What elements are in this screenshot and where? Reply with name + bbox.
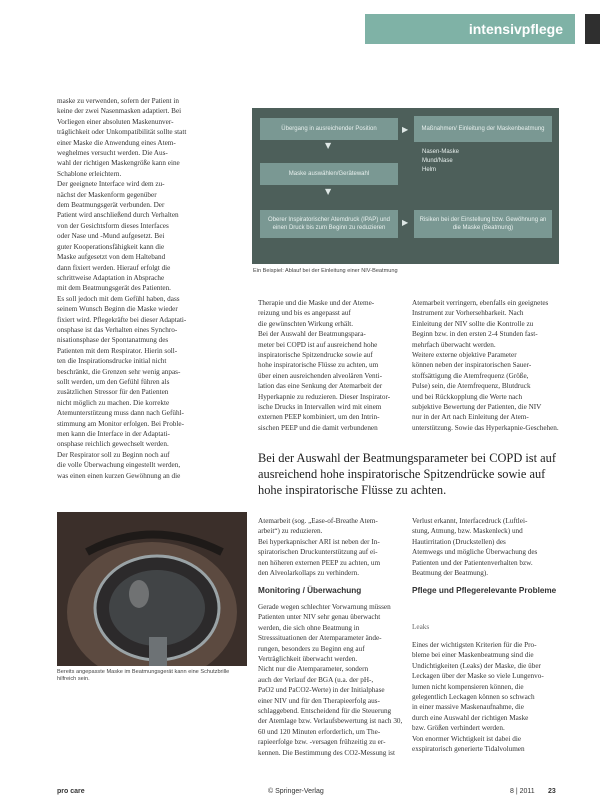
text-line: Hautirritation (Druckstellen) des	[412, 537, 506, 546]
text-line: Patienten mit dem Respirator. Hierin soll-	[57, 346, 178, 355]
column-2-bottom-text	[258, 602, 403, 758]
arrow-down-icon: ▼	[325, 187, 332, 196]
mask-image	[57, 512, 247, 666]
arrow-right-icon: ▶	[402, 125, 409, 134]
text-line: schrittweise Adaptation in Absprache	[57, 273, 165, 282]
text-line: werden, die sich ohne Beatmung in	[258, 623, 360, 632]
text-line: Leckagen über der Maske so viele Lungenvo-	[412, 672, 544, 681]
text-line: die volle Überwachung eingestellt werden,	[57, 461, 181, 470]
footer-journal: pro care	[57, 788, 85, 795]
pull-quote: Bei der Auswahl der Beatmungsparameter bei COPD ist auf ausreichend hohe inspiratorische Spitzendrücke sowie auf hohe inspiratorische Flüsse zu achten.	[258, 451, 556, 497]
text-line: stung, Atmung, bzw. Maskenleck) und	[412, 527, 523, 536]
arrow-down-icon: ▼	[325, 141, 332, 150]
text-line: nen höheren externen PEEP zu achten, um	[258, 558, 381, 567]
arrow-right-icon: ▶	[402, 218, 409, 227]
text-line: Patienten unter NIV sehr genau überwacht	[258, 613, 381, 622]
subheading-leaks: Leaks	[412, 623, 430, 631]
text-line: oder Nase und -Mund aufgesetzt. Bei	[57, 232, 165, 241]
heading-monitoring: Monitoring / Überwachung	[258, 586, 362, 595]
text-line: von der Gesichtsform dieses Interfaces	[57, 221, 169, 230]
diagram-caption: Ein Beispiel: Ablauf bei der Einleitung einer NIV-Beatmung	[253, 268, 398, 274]
column-2-top-text	[258, 298, 403, 433]
text-line: Beginn bzw. in den ersten 2-4 Stunden fast-	[412, 330, 538, 339]
text-line: spiratorischen Druckunterstützung auf ei-	[258, 548, 378, 557]
column-3-top-text	[412, 298, 559, 433]
text-line: Weitere externe objektive Parameter	[412, 351, 517, 360]
text-line: Verträglichkeit überwacht werden.	[258, 655, 358, 664]
diagram-box-1: Übergang in ausreichender Position	[260, 118, 398, 140]
text-line: Atemarbeit (sog. „Ease-of-Breathe Atem-	[258, 517, 378, 525]
text-line: onsphase reichlich gewechselt werden.	[57, 440, 169, 449]
text-line: auch der Verlauf der BGA (u.a. der pH-,	[258, 675, 374, 684]
text-line: fixiert wird. Pflegekräfte bei dieser Adaptati-	[57, 315, 187, 324]
text-line: Gerade wegen schlechter Vorwarnung müssen	[258, 603, 391, 611]
text-line: mehrfach überwacht werden.	[412, 340, 496, 349]
column-1-text	[57, 96, 247, 481]
text-line: können neben der inspiratorischen Sauer-	[412, 361, 532, 370]
text-line: meter bei COPD ist auf ausreichend hohe	[258, 340, 378, 349]
text-line: sischen PEEP und die damit verbundenen	[258, 423, 378, 432]
text-line: Der geeignete Interface wird dem zu-	[57, 180, 165, 189]
text-line: Verlust erkannt, Interfacedruck (Luftlei-	[412, 517, 528, 525]
diagram-box-4: Risiken bei der Einstellung bzw. Gewöhnung an die Maske (Beatmung)	[414, 210, 552, 238]
text-line: Patient wird anschließend durch Verhalten	[57, 211, 179, 220]
text-line: Hyperkapnie zu reduzieren. Dieser Inspirator-	[258, 392, 391, 401]
text-line: Instrument zur Vorhersehbarkeit. Nach	[412, 309, 524, 318]
column-3-bottom-text	[412, 640, 559, 754]
text-line: Atemunterstützung muss dann nach Gefühl-	[57, 409, 184, 418]
text-line: und bei Rückkopplung die Werte nach	[412, 392, 523, 401]
page-number: 23	[548, 788, 556, 795]
text-line: gelegentlich Leckagen können so schwach	[412, 693, 535, 702]
text-line: Es soll jedoch mit dem Gefühl haben, dass	[57, 294, 180, 303]
text-line: zusätzlichen Stressor für den Patienten	[57, 388, 169, 397]
text-line: Atemarbeit verringern, ebenfalls ein geeignetes	[412, 299, 549, 307]
text-line: lumen nicht kompensieren können, die	[412, 682, 524, 691]
text-line: Therapie und die Maske und der Ateme-	[258, 299, 375, 307]
text-line: nächst der Maskenform gegenüber	[57, 190, 157, 199]
text-line: guter Kooperationsfähigkeit kann die	[57, 242, 165, 251]
text-line: Nicht nur die Atemparameter, sondern	[258, 665, 369, 674]
header-dark-bar	[585, 14, 600, 44]
diagram-side-title: Maßnahmen/ Einleitung der Maskenbeatmung	[414, 116, 552, 142]
text-line: Vorliegen einer absoluten Maskenunver-	[57, 117, 174, 126]
text-line: über einen ausreichenden alveolären Venti-	[258, 371, 382, 380]
column-3-bottom-intro	[412, 516, 559, 578]
text-line: bzw. Größen verhindert werden.	[412, 724, 505, 733]
diagram-box-3: Oberer Inspiratorischer Atemdruck (IPAP) und einen Druck bis zum Beginn zu reduzieren	[260, 210, 398, 238]
text-line: maske zu verwenden, sofern der Patient in	[57, 97, 179, 105]
text-line: sollt werden, um den Gefühl führen als	[57, 377, 170, 386]
text-line: schlaggebend. Entscheidend für die Steuerung	[258, 707, 392, 716]
text-line: 60 und 120 Minuten erforderlich, um The-	[258, 727, 381, 736]
text-line: stoffsättigung die Atemfrequenz (Größe,	[412, 371, 529, 380]
text-line: onsphase ist das Verhalten eines Synchro-	[57, 325, 178, 334]
heading-pflege: Pflege und Pflegerelevante Probleme	[412, 586, 557, 595]
text-line: beschränkt, die Grenzen sehr wenig anpas-	[57, 367, 181, 376]
text-line: rapieerfolge bzw. -versagen frühzeitig zu er-	[258, 738, 386, 747]
text-line: nicht möglich zu machen. Die korrekte	[57, 398, 170, 407]
text-line: keine der zwei Nasenmasken adaptiert. Bei	[57, 107, 182, 116]
text-line: exspiratorisch generierte Tidalvolumen	[412, 745, 525, 754]
text-line: inspiratorische Spitzendrucke sowie auf	[258, 351, 373, 360]
text-line: Atemwegs und mögliche Überwachung des	[412, 548, 538, 557]
text-line: durch eine Auswahl der richtigen Maske	[412, 713, 529, 722]
text-line: Der Respirator soll zu Beginn noch auf	[57, 450, 170, 459]
text-line: rungen, besonders zu Beginn eng auf	[258, 644, 365, 653]
diagram-side-list: Nasen-Maske Mund/Nase Helm	[422, 149, 460, 173]
text-line: kennen. Die Bestimmung des CO2-Messung ist	[258, 748, 395, 757]
text-line: der Atemlage bzw. Verlaufsbewertung ist nach 30,	[258, 717, 403, 726]
column-2-bottom-intro	[258, 516, 403, 578]
text-line: Schablone erleichtern.	[57, 169, 122, 178]
text-line: weghelmes versucht werden. Die Aus-	[57, 149, 168, 158]
text-line: einer NIV und für den Therapieerfolg aus-	[258, 696, 380, 705]
text-line: mit dem Beatmungsgerät des Patienten.	[57, 284, 171, 293]
text-line: ten die Inspirationsdrucke initial nicht	[57, 357, 167, 366]
text-line: Einleitung der NIV sollte die Kontrolle zu	[412, 319, 534, 328]
text-line: arbeit“) zu reduzieren.	[258, 527, 323, 536]
text-line: in einer massive Maskenaufnahme, die	[412, 703, 524, 712]
text-line: wahl der richtigen Maskengröße kann eine	[57, 159, 180, 168]
text-line: unterstützung. Sowie das Hyperkapnie-Geschehen.	[412, 423, 559, 432]
text-line: Eines der wichtigsten Kriterien für die Pro-	[412, 641, 537, 649]
section-banner	[365, 14, 575, 44]
text-line: stimmung am Monitor erfolgen. Bei Proble-	[57, 419, 184, 428]
text-line: subjektive Bewertung der Patienten, die NIV	[412, 403, 542, 412]
text-line: was einen einen kurzen Gewöhnung an die	[57, 471, 181, 480]
text-line: hohe inspiratorische Flüsse zu achten, um	[258, 361, 379, 370]
text-line: Stresssituationen der Atemparameter ände-	[258, 634, 382, 643]
text-line: Von enormer Wichtigkeit ist dabei die	[412, 734, 522, 743]
photo-caption: Bereits angepasste Maske im Beatmungsgerät kann eine Schutzbrille hilfreich sein.	[57, 669, 230, 682]
text-line: nur in der Art nach Einleitung der Atem-	[412, 413, 529, 422]
text-line: lation das eine Senkung der Atemarbeit der	[258, 382, 383, 391]
text-line: Patienten und der Patientenverhalten bzw.	[412, 558, 533, 567]
text-line: den Alveolarkollaps zu verhindern.	[258, 569, 359, 578]
flow-diagram	[252, 108, 559, 264]
text-line: ische Drucks in Intervallen wird mit einem	[258, 403, 382, 412]
text-line: seinem Wunsch Beginn die Maske wieder	[57, 305, 178, 314]
text-line: bleme bei einer Maskenbeatmung sind die	[412, 651, 534, 660]
section-title: intensivpflege	[468, 21, 563, 37]
text-line: nisationsphase der Spontanatmung des	[57, 336, 169, 345]
text-line: Maske aufgesetzt von dem Halteband	[57, 253, 166, 262]
footer-publisher: © Springer-Verlag	[268, 788, 324, 795]
text-line: reizung und bis es angepasst auf	[258, 309, 351, 318]
text-line: Pulse) sein, die Atemfrequenz, Blutdruck	[412, 382, 531, 391]
text-line: externen PEEP kombiniert, um den Intrin-	[258, 413, 380, 422]
text-line: Bei hyperkapnischer ARI ist neben der In-	[258, 537, 380, 546]
text-line: Undichtigkeiten (Leaks) der Maske, die über	[412, 661, 541, 670]
mask-photo	[57, 512, 247, 666]
text-line: dann fixiert werden. Hierauf erfolgt die	[57, 263, 171, 272]
text-line: Beatmung der Beatmung).	[412, 569, 489, 578]
text-line: die gewünschten Wirkung erhält.	[258, 319, 353, 328]
text-line: men kann die Interface in der Adaptati-	[57, 430, 170, 438]
text-line: träglichkeit oder Unkompatibilität sollte statt	[57, 128, 187, 137]
diagram-box-2: Maske auswählen/Gerätewahl	[260, 163, 398, 185]
text-line: Bei der Auswahl der Beatmungspara-	[258, 330, 366, 339]
footer-issue: 8 | 2011	[510, 788, 535, 795]
text-line: einer Maske die Anwendung eines Atem-	[57, 138, 176, 147]
text-line: dem Beatmungsgerät verbunden. Der	[57, 201, 165, 210]
text-line: PaO2 und PaCO2-Werte) in der Initialphase	[258, 686, 385, 695]
